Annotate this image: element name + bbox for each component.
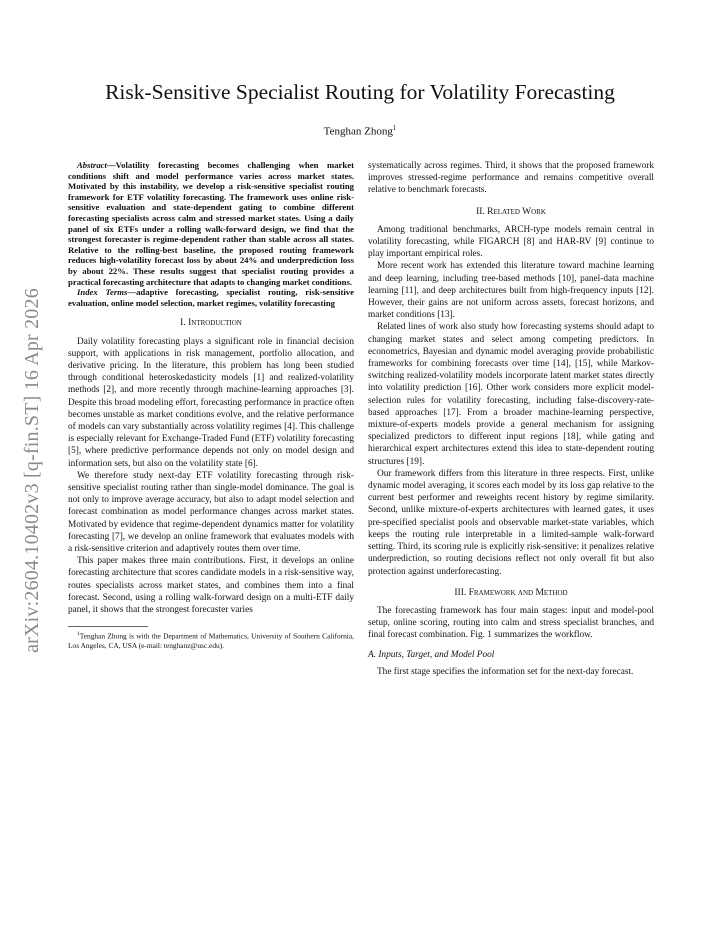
- arxiv-identifier: arXiv:2604.10402v3 [q-fin.ST] 16 Apr 2026: [20, 287, 43, 653]
- left-column: [68, 160, 354, 650]
- paragraph: Among traditional benchmarks, ARCH-type models remain central in volatility forecasting, while FIGARCH [8] and HAR-RV [9] continue to play important empirical roles.: [368, 224, 654, 260]
- footnote-text: Tenghan Zhong is with the Department of Mathematics, University of Southern California, Los Angeles, CA, USA (e-mail: tenghanz@usc.edu).: [68, 631, 354, 650]
- index-terms-text: —adaptive forecasting, specialist routing, risk-sensitive evaluation, online model selection, market regimes, volatility forecasting: [68, 287, 354, 308]
- author-footnote-mark: 1: [392, 124, 397, 132]
- paragraph: This paper makes three main contributions. First, it develops an online forecasting architecture that scores candidate models in a risk-sensitive way, routes specialists across market states, and combines them into a final forecast. Second, using a rolling walk-forward design on a multi-ETF daily panel, it shows that the strongest forecaster varies: [68, 556, 354, 615]
- index-terms-label: Index Terms: [77, 287, 128, 298]
- paragraph: Our framework differs from this literature in three respects. First, unlike dynamic model averaging, it scores each model by its loss gap relative to the current best performer and reweights recent history by regime similarity. Second, unlike mixture-of-experts architectures with learned gates, it uses pre-specified specialist pools and observable market-state variables, which keeps the routing rule interpretable in a limited-sample walk-forward setting. Third, its scoring rule is explicitly risk-sensitive: it penalizes relative underprediction, so routing decisions reflect not only overall fit but also protection against underforecasting.: [368, 468, 654, 577]
- footnote-mark: 1: [77, 631, 80, 638]
- author-name: Tenghan Zhong: [323, 125, 393, 138]
- abstract: [68, 160, 354, 287]
- abstract-text: —Volatility forecasting becomes challenging when market conditions shift and model performance varies across market states. Motivated by this instability, we develop a risk-sensitive specialist routing framework for ETF volatility forecasting. The framework uses online risk-sensitive evaluation and state-dependent gating to combine different forecasting specialists across calm and stressed market states. Using a daily panel of six ETFs under a rolling walk-forward design, we find that the strongest forecaster is regime-dependent rather than stable across all states. Relative to the rolling-best baseline, the proposed routing framework reduces high-volatility forecast loss by about 24% and underprediction loss by about 22%. These results suggest that specialist routing provides a practical forecasting architecture that adapts to changing market conditions.: [68, 160, 354, 287]
- section-heading-introduction: I. Introduction: [180, 318, 242, 329]
- author-line: [60, 124, 660, 138]
- index-terms: [68, 287, 354, 308]
- paragraph: The first stage specifies the information set for the next-day forecast.: [377, 666, 634, 677]
- paragraph: More recent work has extended this literature toward machine learning and deep learning, including tree-based methods [10], panel-data machine learning [11], and deep architectures built from high-frequency inputs [12]. However, their gains are not uniform across assets, forecast horizons, and market conditions [13].: [368, 261, 654, 321]
- section-heading-related-work: II. Related Work: [476, 206, 546, 217]
- paragraph: Related lines of work also study how forecasting systems should adapt to changing market states and select among competing predictors. In econometrics, Bayesian and dynamic model averaging provide probabilistic frameworks for combining forecasts over time [14], [15], while Markov-switching realized-volatility models incorporate latent market states directly into volatility prediction [16]. Other work considers more explicit model-selection rules for volatility forecasting, including false-discovery-rate-based approaches [17]. From a broader machine-learning perspective, mixture-of-experts models provide a general mechanism for assigning specialized predictors to different input regions [18], while gating and hierarchical expert architectures extend this idea to state-dependent routing structures [19].: [368, 322, 654, 467]
- paragraph: Daily volatility forecasting plays a significant role in financial decision support, with applications in risk management, portfolio allocation, and derivative pricing. In the literature, this problem has long been studied through conditional heteroskedasticity models [1] and realized-volatility methods [2], and more recently through machine-learning approaches [3]. Despite this broad modeling effort, forecasting performance in practice often becomes unstable as market conditions evolve, and the relative performance of models can vary substantially across volatility regimes [4]. This challenge is especially relevant for Exchange-Traded Fund (ETF) volatility forecasting [5], where predictive performance depends not only on model design and information sets, but also on the volatility state [6].: [68, 336, 354, 469]
- paragraph: We therefore study next-day ETF volatility forecasting through risk-sensitive specialist routing rather than single-model dominance. The goal is not only to improve average accuracy, but also to adapt model selection and forecast combination as model performance changes across market states. Motivated by evidence that regime-dependent dynamics matter for volatility forecasting [7], we develop an online framework that evaluates models with a risk-sensitive criterion and adaptively routes them over time.: [68, 470, 354, 554]
- footnote-rule: [68, 626, 148, 627]
- paper-title: Risk-Sensitive Specialist Routing for Volatility Forecasting: [105, 80, 615, 104]
- right-column: [368, 160, 654, 678]
- section-heading-framework: III. Framework and Method: [454, 587, 568, 598]
- footnote: [68, 630, 354, 649]
- abstract-label: Abstract: [77, 160, 107, 170]
- paragraph: The forecasting framework has four main stages: input and model-pool setup, online scoring, routing into calm and stress specialist branches, and final forecast combination. Fig. 1 summarizes the workflow.: [368, 605, 654, 641]
- paragraph: systematically across regimes. Third, it shows that the proposed framework improves stressed-regime performance and remains competitive overall relative to benchmark forecasts.: [368, 161, 654, 196]
- subsection-heading: A. Inputs, Target, and Model Pool: [368, 649, 495, 660]
